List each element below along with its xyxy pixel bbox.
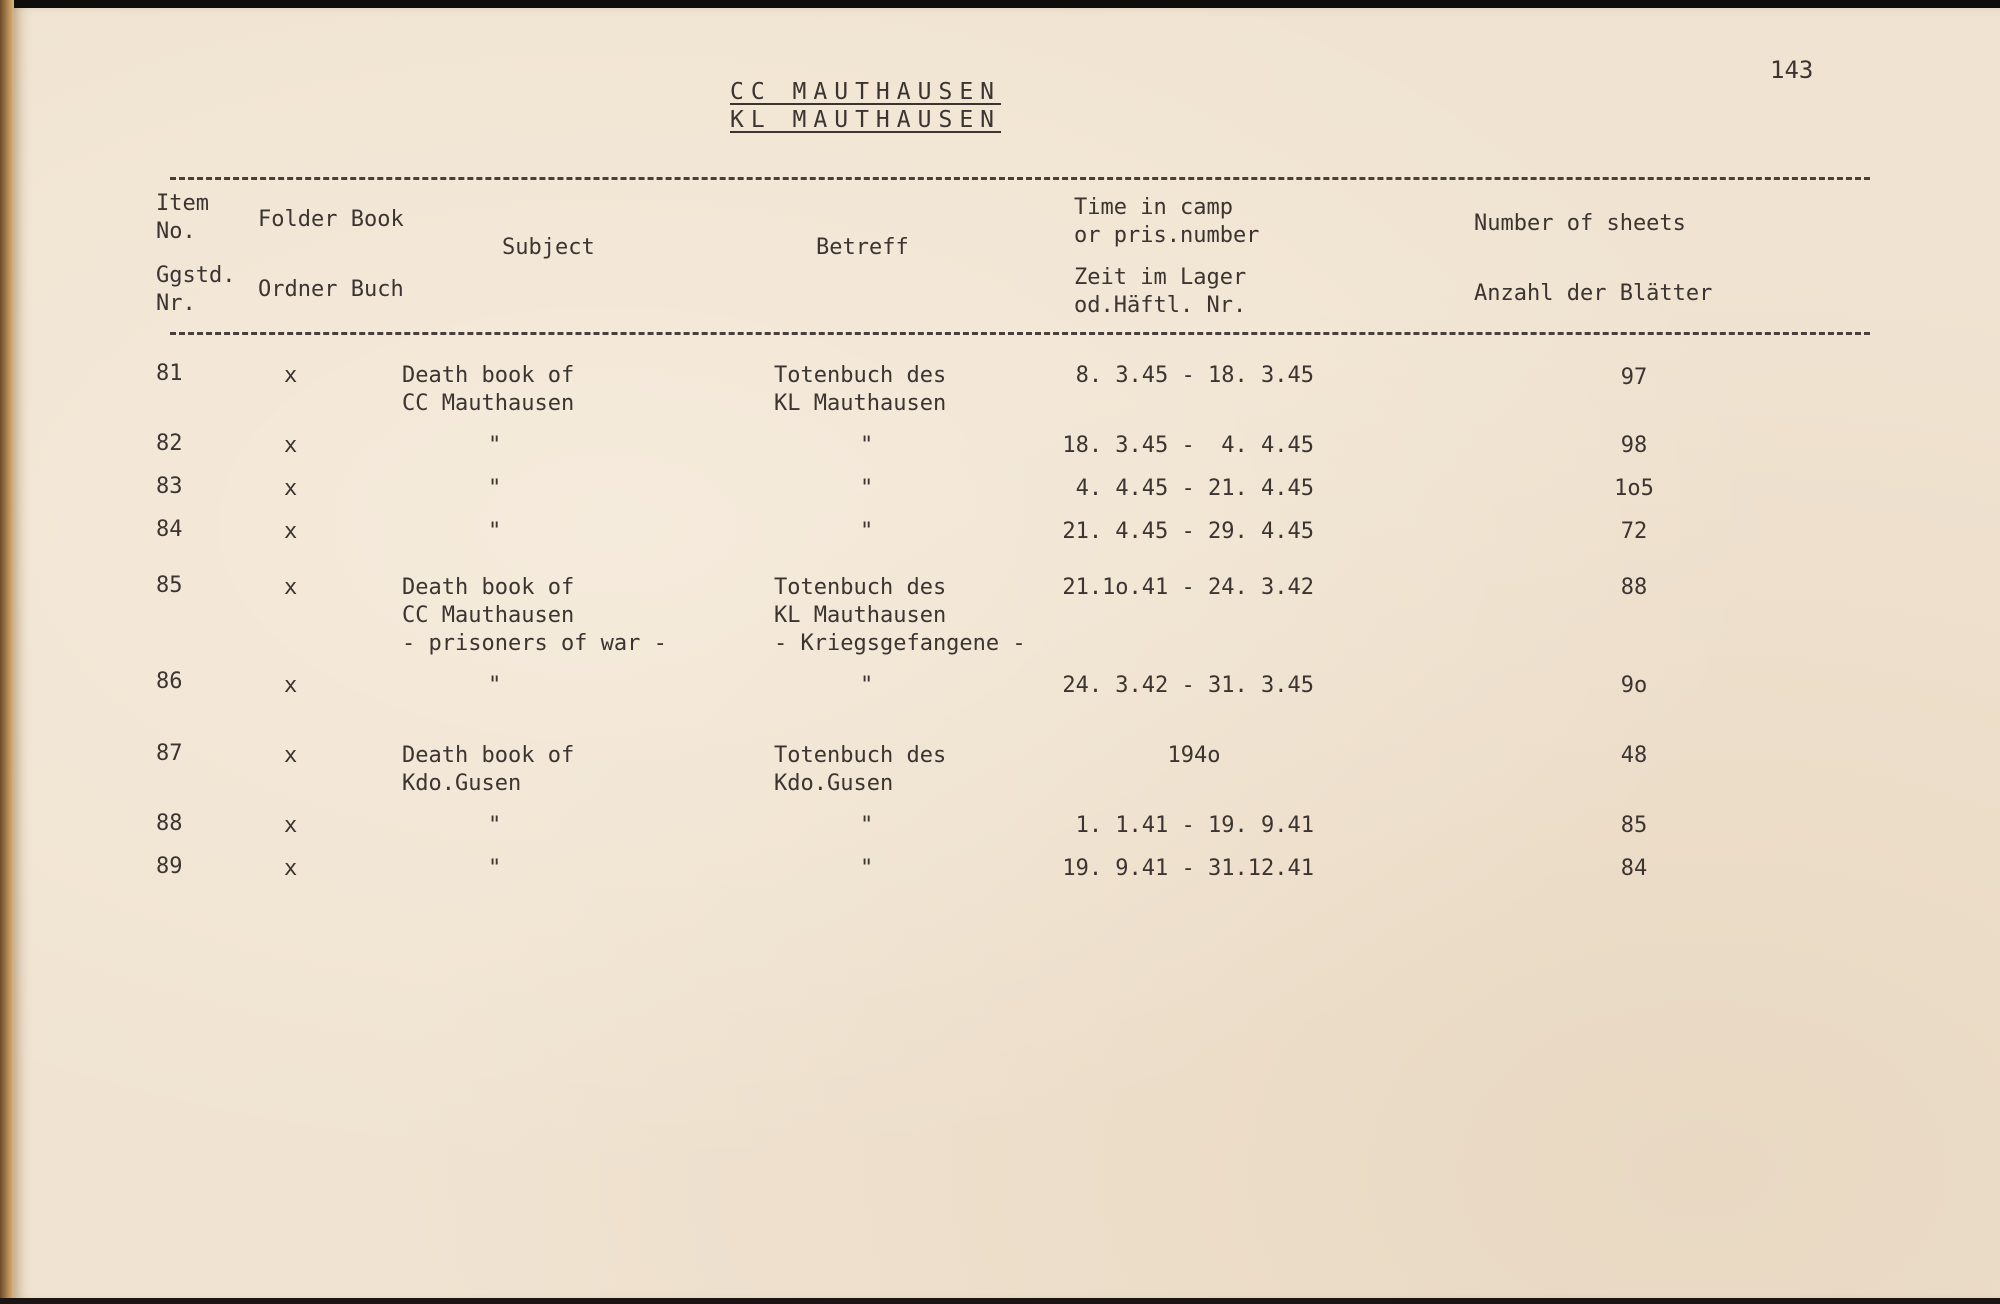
sheets-cell: 88 [1620, 575, 1648, 600]
betreff-cell: " [860, 673, 874, 698]
item-number: 83 [156, 474, 183, 499]
sheets-cell: 48 [1620, 743, 1648, 768]
sheets-cell: 98 [1620, 433, 1648, 458]
time-cell: 4. 4.45 - 21. 4.45 [1075, 476, 1314, 501]
folder-mark: x [284, 673, 298, 698]
folder-mark: x [284, 575, 298, 600]
header-anzahl-der-blaetter: Anzahl der Blätter [1474, 281, 1713, 306]
item-number: 87 [156, 741, 183, 766]
sheets-cell: 9o [1620, 673, 1648, 698]
folder-mark: x [284, 363, 298, 388]
subject-cell: " [488, 433, 502, 458]
betreff-cell: Totenbuch des KL Mauthausen [774, 363, 947, 416]
subject-cell: " [488, 476, 502, 501]
subject-cell: " [488, 856, 502, 881]
time-cell: 21.1o.41 - 24. 3.42 [1062, 575, 1314, 600]
header-betreff: Betreff [816, 235, 909, 260]
folder-mark: x [284, 813, 298, 838]
time-cell: 19. 9.41 - 31.12.41 [1062, 856, 1314, 881]
page-number: 143 [1770, 56, 1814, 84]
subject-cell: Death book of Kdo.Gusen [402, 743, 575, 796]
betreff-cell: " [860, 476, 874, 501]
subject-cell: " [488, 673, 502, 698]
header-bottom-rule [170, 332, 1870, 335]
subject-cell: Death book of CC Mauthausen - prisoners of war - [402, 575, 667, 656]
sheets-cell: 1o5 [1614, 476, 1654, 501]
time-cell: 194o [1167, 743, 1221, 768]
item-number: 86 [156, 669, 183, 694]
title-german: KL MAUTHAUSEN [730, 107, 1002, 133]
item-number: 85 [156, 573, 183, 598]
book-spine [0, 0, 14, 1304]
item-number: 88 [156, 811, 183, 836]
folder-mark: x [284, 476, 298, 501]
betreff-cell: Totenbuch des KL Mauthausen - Kriegsgefangene - [774, 575, 1026, 656]
header-ordner-buch: Ordner Buch [258, 277, 404, 302]
item-number: 84 [156, 517, 183, 542]
header-ggstd-nr: Ggstd. Nr. [156, 263, 236, 316]
time-cell: 24. 3.42 - 31. 3.45 [1062, 673, 1314, 698]
betreff-cell: " [860, 519, 874, 544]
sheets-cell: 85 [1620, 813, 1648, 838]
header-item-no: Item No. [156, 191, 209, 244]
title-english: CC MAUTHAUSEN [730, 79, 1002, 105]
item-number: 81 [156, 361, 183, 386]
header-zeit-im-lager: Zeit im Lager od.Häftl. Nr. [1074, 265, 1247, 318]
betreff-cell: " [860, 433, 874, 458]
betreff-cell: " [860, 813, 874, 838]
time-cell: 18. 3.45 - 4. 4.45 [1062, 433, 1314, 458]
time-cell: 8. 3.45 - 18. 3.45 [1075, 363, 1314, 388]
folder-mark: x [284, 519, 298, 544]
betreff-cell: " [860, 856, 874, 881]
betreff-cell: Totenbuch des Kdo.Gusen [774, 743, 947, 796]
subject-cell: " [488, 519, 502, 544]
sheets-cell: 84 [1620, 856, 1648, 881]
header-time-in-camp: Time in camp or pris.number [1074, 195, 1260, 248]
item-number: 82 [156, 431, 183, 456]
header-top-rule [170, 177, 1870, 180]
subject-cell: " [488, 813, 502, 838]
sheets-cell: 97 [1620, 365, 1648, 390]
folder-mark: x [284, 856, 298, 881]
header-subject: Subject [502, 235, 595, 260]
header-folder-book: Folder Book [258, 207, 404, 232]
item-number: 89 [156, 854, 183, 879]
document-page [14, 8, 2000, 1300]
time-cell: 21. 4.45 - 29. 4.45 [1062, 519, 1314, 544]
time-cell: 1. 1.41 - 19. 9.41 [1075, 813, 1314, 838]
sheets-cell: 72 [1620, 519, 1648, 544]
page-bottom-edge [0, 1298, 2000, 1304]
header-number-of-sheets: Number of sheets [1474, 211, 1686, 236]
folder-mark: x [284, 743, 298, 768]
subject-cell: Death book of CC Mauthausen [402, 363, 575, 416]
folder-mark: x [284, 433, 298, 458]
